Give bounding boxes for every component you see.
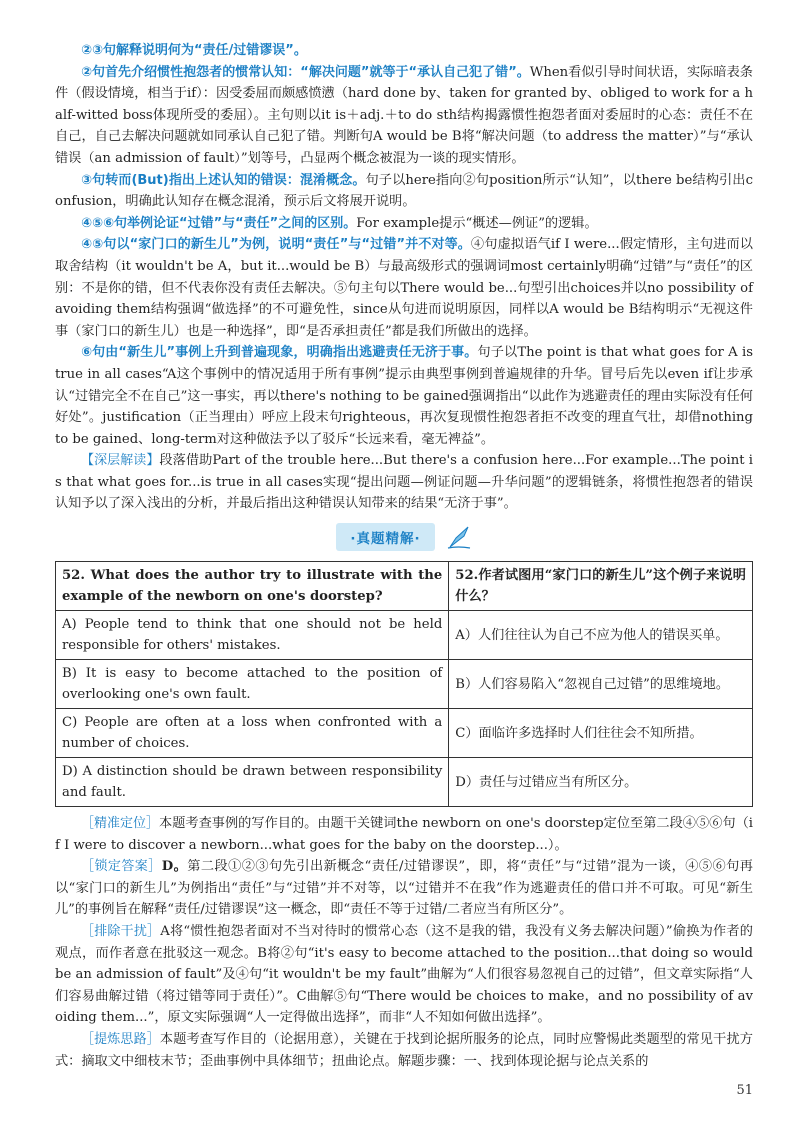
analysis-text: 句子以here指向②句position所示“认知”，以there be结构引出confusion，明确此认知存在概念混淆，预示后文将展开说明。 xyxy=(55,172,753,210)
deep-reading-text: 段落借助Part of the trouble here...But there's a confusion here...For example...The point is that what goes for...is true in all cases实现“提出问题—例证问题—升华问题”的逻辑链条，将惯性抱怨者的错误认知予以了深入浅出的分析，并最后指出这种错误认知带来的结果“无济于事”。 xyxy=(55,453,753,512)
explain-approach xyxy=(55,1029,753,1072)
analysis-line-6 xyxy=(55,342,753,450)
explanation-section xyxy=(55,813,753,1072)
option-row-c xyxy=(56,709,753,758)
analysis-highlight: ④⑤句以“家门口的新生儿”为例，说明“责任”与“过错”并不对等。 xyxy=(81,237,471,253)
analysis-highlight: ⑥句由“新生儿”事例上升到普遍现象，明确指出逃避责任无济于事。 xyxy=(81,345,478,361)
option-cn: B）人们容易陷入“忽视自己过错”的思维境地。 xyxy=(449,660,753,709)
deep-reading-tag: 【深层解读】 xyxy=(81,453,160,469)
analysis-highlight: ②③句解释说明何为“责任/过错谬误”。 xyxy=(81,43,307,58)
analysis-text: ④句虚拟语气if I were...假定情形，主句进而以取舍结构（it wouldn't be A，but it...would be B）与最高级形式的强调词most certainly明确“过错”与“责任”的区别：不是你的错，但不代表你没有责任去解决。⑤句主句以There would be...句型引出choices并以no possibility of avoiding them结构强调“做选择”的不可避免性，since从句进而说明原因，同样以A would be B结构明示“无视这件事（家门口的新生儿）也是一种选择”，即“是否承担责任”都是我们所做出的选择。 xyxy=(55,237,753,339)
explain-text: 本题考查事例的写作目的。由题干关键词the newborn on one's doorstep定位至第二段④⑤⑥句（if I were to discover a newborn...what goes for the baby on the doorstep...）。 xyxy=(55,816,753,853)
section-header xyxy=(55,523,753,553)
analysis-line-1 xyxy=(55,40,753,62)
option-en: A) People tend to think that one should not be held responsible for others' mistakes. xyxy=(56,611,449,660)
explain-locate xyxy=(55,813,753,856)
analysis-line-2 xyxy=(55,62,753,170)
analysis-section xyxy=(55,40,753,515)
analysis-text: When看似引导时间状语，实际暗表条件（假设情境，相当于if）：因受委屈而颇感愤懑（hard done by、taken for granted by、obliged to work for a half-witted boss体现所受的委屈）。主句则以it is＋adj.＋to do sth结构揭露惯性抱怨者面对委屈时的心态：责任不在自己，自己去解决问题就如同承认自己犯了错。判断句A would be B将“解决问题（to address the matter）”与“承认错误（an admission of fault）”划等号，凸显两个概念被混为一谈的现实情形。 xyxy=(55,64,753,166)
question-stem-cn: 52.作者试图用“家门口的新生儿”这个例子来说明什么？ xyxy=(449,562,753,611)
option-row-a xyxy=(56,611,753,660)
explain-tag: ［提炼思路］ xyxy=(81,1032,160,1047)
option-cn: A）人们往往认为自己不应为他人的错误买单。 xyxy=(449,611,753,660)
option-en: B) It is easy to become attached to the position of overlooking one's own fault. xyxy=(56,660,449,709)
option-cn: C）面临许多选择时人们往往会不知所措。 xyxy=(449,709,753,758)
explain-distractor xyxy=(55,921,753,1029)
analysis-highlight: ②句首先介绍惯性抱怨者的惯常认知：“解决问题”就等于“承认自己犯了错”。 xyxy=(81,64,530,80)
option-en: C) People are often at a loss when confronted with a number of choices. xyxy=(56,709,449,758)
explain-tag: ［精准定位］ xyxy=(81,816,160,832)
analysis-highlight: ③句转而(But)指出上述认知的错误：混淆概念。 xyxy=(81,172,366,188)
quill-pen-icon xyxy=(446,524,472,554)
analysis-highlight: ④⑤⑥句举例论证“过错”与“责任”之间的区别。 xyxy=(81,215,357,231)
analysis-line-5 xyxy=(55,234,753,342)
analysis-line-4 xyxy=(55,213,753,235)
explain-text: 本题考查写作目的（论据用意），关键在于找到论据所服务的论点，同时应警惕此类题型的常见干扰方式：摘取文中细枝末节；歪曲事例中具体细节；扭曲论点。解题步骤：一、找到体现论据与论点关系的 xyxy=(55,1032,753,1069)
option-en: D) A distinction should be drawn between responsibility and fault. xyxy=(56,758,449,807)
analysis-line-3 xyxy=(55,170,753,213)
page-content xyxy=(55,40,753,1072)
option-cn: D）责任与过错应当有所区分。 xyxy=(449,758,753,807)
deep-reading xyxy=(55,450,753,515)
section-title: ·真题精解· xyxy=(336,523,434,551)
explain-tag: ［排除干扰］ xyxy=(81,924,161,940)
analysis-text: 句子以The point is that what goes for A is true in all cases“A这个事例中的情况适用于所有事例”提示由典型事例到普遍规律的升华。冒号后先以even if让步承认“过错完全不在自己”这一事实，再以there's nothing to be gained强调指出“以此作为逃避责任的理由实际没有任何好处”。justification（正当理由）呼应上段末句righteous，再次复现惯性抱怨者拒不改变的理直气壮，却借nothing to be gained、long-term对这种做法予以了驳斥“长远来看，毫无裨益”。 xyxy=(55,345,753,447)
explain-text: A将“惯性抱怨者面对不当对待时的惯常心态（这不是我的错，我没有义务去解决问题）”偷换为作者的观点，而作者意在批驳这一观念。B将②句“it's easy to become attached to the position...that doing so would be an admission of fault”及④句“it wouldn't be my fault”曲解为“人们很容易忽视自己的过错”，但文章实际指“人们容易曲解过错（将过错等同于责任）”。C曲解⑤句“There would be choices to make，and no possibility of avoiding them...”，原文实际强调“人一定得做出选择”，而非“人不知如何做出选择”。 xyxy=(55,924,753,1026)
analysis-text: For example提示“概述—例证”的逻辑。 xyxy=(356,215,598,231)
option-row-b xyxy=(56,660,753,709)
question-stem-row xyxy=(56,562,753,611)
option-row-d xyxy=(56,758,753,807)
explain-text: 第二段①②③句先引出新概念“责任/过错谬误”，即，将“责任”与“过错”混为一谈，④⑤⑥句再以“家门口的新生儿”为例指出“责任”与“过错”并不对等，以“过错并不在我”作为逃避责任的借口并不可取。可见“新生儿”的事例旨在解释“责任/过错谬误”这一概念，即“责任不等于过错/二者应当有所区分”。 xyxy=(55,859,753,918)
answer-letter: D。 xyxy=(161,859,188,875)
explain-tag: ［锁定答案］ xyxy=(81,859,162,875)
question-table xyxy=(55,561,753,807)
explain-answer xyxy=(55,856,753,921)
page-number: 51 xyxy=(736,1083,753,1098)
question-stem-en: 52. What does the author try to illustrate with the example of the newborn on one's doorstep? xyxy=(56,562,449,611)
